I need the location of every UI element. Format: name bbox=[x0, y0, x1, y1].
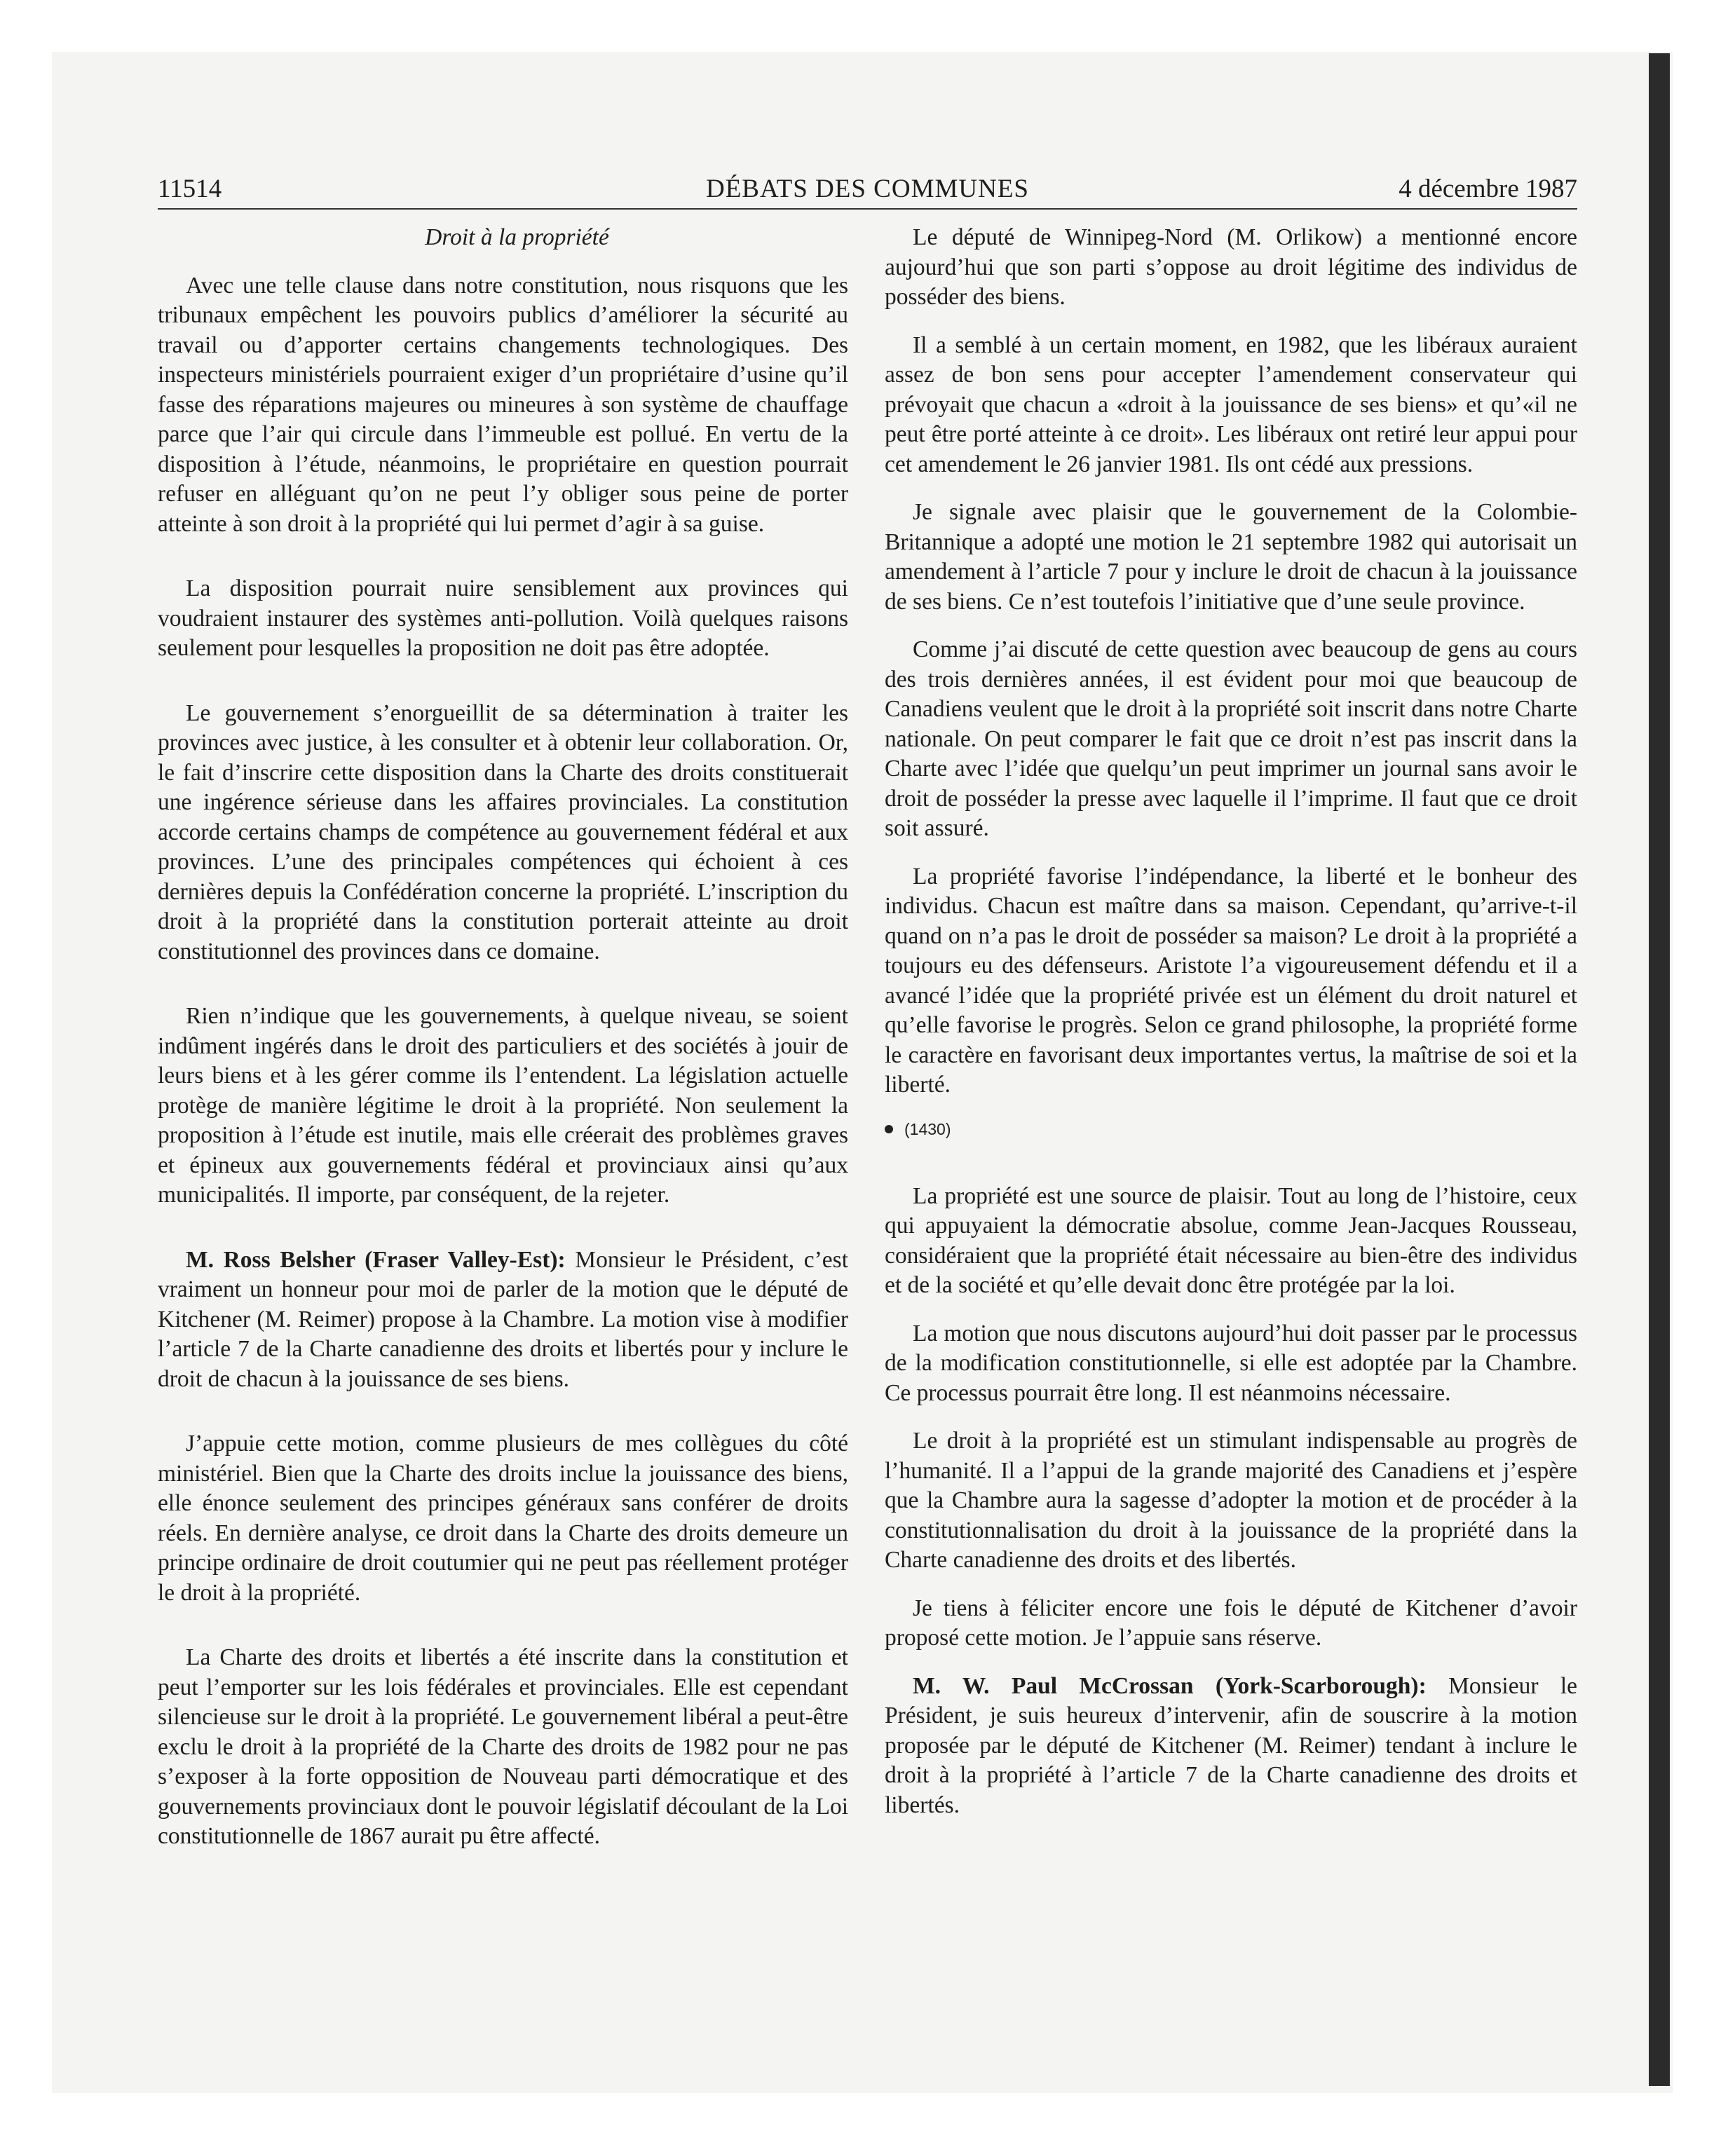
paragraph: La motion que nous discutons aujourd’hui doit passer par le processus de la modification constitutionnelle, si elle est adoptée par la Chambre. Ce processus pourrait être long. Il est néanmoins nécessaire. bbox=[885, 1320, 1577, 1406]
publication-title: DÉBATS DES COMMUNES bbox=[705, 175, 1029, 203]
speech-paragraph bbox=[158, 1246, 848, 1395]
speech-text: Monsieur le Président, je suis heureux d’intervenir, afin de souscrire à la motion proposée par le député de Kitchener (M. Reimer) tendant à inclure le droit à la propriété à l’article 7 de la Charte canadienne des droits et libertés. bbox=[885, 1672, 1577, 1818]
paragraph: La propriété favorise l’indépendance, la liberté et le bonheur des individus. Chacun est maître dans sa maison. Cependant, qu’arrive-t-il quand on n’a pas le droit de posséder sa maison? Le droit à la propriété a toujours eu des défenseurs. Aristote l’a vigoureusement défendu et il a avancé l’idée que la propriété privée est un élément du droit naturel et qu’elle favorise le progrès. Selon ce grand philosophe, la propriété forme le caractère en favorisant deux importantes vertus, la maîtrise de soi et la liberté. bbox=[885, 863, 1577, 1098]
section-subhead: Droit à la propriété bbox=[425, 224, 609, 250]
paragraph: La disposition pourrait nuire sensiblement aux provinces qui voudraient instaurer des systèmes anti-pollution. Voilà quelques raisons seulement pour lesquelles la proposition ne doit pas être adoptée. bbox=[158, 575, 848, 661]
time-marker bbox=[885, 1119, 1577, 1140]
time-marker-text: (1430) bbox=[904, 1119, 951, 1138]
page-number: 11514 bbox=[158, 175, 222, 203]
paragraph: Le gouvernement s’enorgueillit de sa détermination à traiter les provinces avec justice, à les consulter et à obtenir leur collaboration. Or, le fait d’inscrire cette disposition dans la Charte des droits constituerait une ingérence sérieuse dans les affaires provinciales. La constitution accorde certains champs de compétence au gouvernement fédéral et aux provinces. L’une des principales compétences qui échoient à ces dernières depuis la Confédération concerne la propriété. L’inscription du droit à la propriété dans la constitution porterait atteinte au droit constitutionnel des provinces dans ce domaine. bbox=[158, 700, 848, 964]
paragraph: Le député de Winnipeg-Nord (M. Orlikow) a mentionné encore aujourd’hui que son parti s’oppose au droit légitime des individus de posséder des biens. bbox=[885, 224, 1577, 310]
speaker-name: M. W. Paul McCrossan (York-Scarborough): bbox=[913, 1672, 1427, 1699]
scan-edge bbox=[1649, 53, 1670, 2086]
left-column bbox=[158, 223, 848, 1870]
paragraph: Le droit à la propriété est un stimulant indispensable au progrès de l’humanité. Il a l’appui de la grande majorité des Canadiens et j’espère que la Chambre aura la sagesse d’adopter la motion et de procéder à la constitutionnalisation du droit à la jouissance de la propriété dans la Charte canadienne des droits et des libertés. bbox=[885, 1428, 1577, 1573]
paragraph: Je tiens à féliciter encore une fois le député de Kitchener d’avoir proposé cette motion. Je l’appuie sans réserve. bbox=[885, 1595, 1577, 1651]
speaker-name: M. Ross Belsher (Fraser Valley-Est): bbox=[186, 1246, 566, 1273]
speech-paragraph bbox=[885, 1672, 1577, 1821]
paragraph: Comme j’ai discuté de cette question avec beaucoup de gens au cours des trois dernières années, il est évident pour moi que beaucoup de Canadiens veulent que le droit à la propriété soit inscrit dans notre Charte nationale. On peut comparer le fait que ce droit n’est pas inscrit dans la Charte avec l’idée que quelqu’un peut imprimer un journal sans avoir le droit de posséder la presse avec laquelle il l’imprime. Il faut que ce droit soit assuré. bbox=[885, 636, 1577, 841]
paragraph: Il a semblé à un certain moment, en 1982, que les libéraux auraient assez de bon sens pour accepter l’amendement conservateur qui prévoyait que chacun a «droit à la jouissance de ses biens» et qu’«il ne peut être porté atteinte à ce droit». Les libéraux ont retiré leur appui pour cet amendement le 26 janvier 1981. Ils ont cédé aux pressions. bbox=[885, 332, 1577, 477]
paragraph: La propriété est une source de plaisir. Tout au long de l’histoire, ceux qui appuyaient la démocratie absolue, comme Jean-Jacques Rousseau, considéraient que la propriété était nécessaire au bien-être des individus et de la société et qu’elle devait donc être protégée par la loi. bbox=[885, 1182, 1577, 1298]
paragraph: La Charte des droits et libertés a été inscrite dans la constitution et peut l’emporter sur les lois fédérales et provinciales. Elle est cependant silencieuse sur le droit à la propriété. Le gouvernement libéral a peut-être exclu le droit à la propriété de la Charte des droits de 1982 pour ne pas s’exposer à la forte opposition de Nouveau parti démocratique et des gouvernements provinciaux dont le pouvoir législatif découlant de la Loi constitutionnelle de 1867 aurait pu être affecté. bbox=[158, 1644, 848, 1849]
page-header bbox=[158, 170, 1577, 209]
paragraph: Rien n’indique que les gouvernements, à quelque niveau, se soient indûment ingérés dans le droit des particuliers et des sociétés à jouir de leurs biens et à les gérer comme ils l’entendent. La législation actuelle protège de manière légitime le droit à la propriété. Non seulement la proposition à l’étude est inutile, mais elle créerait des problèmes graves et épineux aux gouvernements fédéral et provinciaux ainsi qu’aux municipalités. Il importe, par conséquent, de la rejeter. bbox=[158, 1003, 848, 1208]
paragraph: J’appuie cette motion, comme plusieurs de mes collègues du côté ministériel. Bien que la Charte des droits inclue la jouissance des biens, elle énonce seulement des principes généraux sans conférer de droits réels. En dernière analyse, ce droit dans la Charte des droits demeure un principe ordinaire de droit coutumier qui ne peut pas réellement protéger le droit à la propriété. bbox=[158, 1431, 848, 1606]
page-date: 4 décembre 1987 bbox=[1399, 175, 1577, 203]
right-column bbox=[885, 223, 1577, 1838]
bullet-icon bbox=[885, 1125, 893, 1133]
paragraph: Je signale avec plaisir que le gouvernement de la Colombie-Britannique a adopté une motion le 21 septembre 1982 qui autorisait un amendement à l’article 7 pour y inclure le droit de chacun à la jouissance de ses biens. Ce n’est toutefois l’initiative que d’une seule province. bbox=[885, 499, 1577, 615]
header-rule bbox=[158, 208, 1577, 210]
speech-text: Monsieur le Président, c’est vraiment un honneur pour moi de parler de la motion que le député de Kitchener (M. Reimer) propose à la Chambre. La motion vise à modifier l’article 7 de la Charte canadienne des droits et libertés pour y inclure le droit de chacun à la jouissance de ses biens. bbox=[158, 1246, 848, 1392]
paragraph: Avec une telle clause dans notre constitution, nous risquons que les tribunaux empêchent les pouvoirs publics d’améliorer la sécurité au travail ou d’apporter certains changements technologiques. Des inspecteurs ministériels pourraient exiger d’un propriétaire d’usine qu’il fasse des réparations majeures ou mineures à son système de chauffage parce que l’air qui circule dans l’immeuble est pollué. En vertu de la disposition à l’étude, néanmoins, le propriétaire en question pourrait refuser en alléguant qu’on ne peut l’y obliger sous peine de porter atteinte à son droit à la propriété qui lui permet d’agir à sa guise. bbox=[158, 272, 848, 537]
